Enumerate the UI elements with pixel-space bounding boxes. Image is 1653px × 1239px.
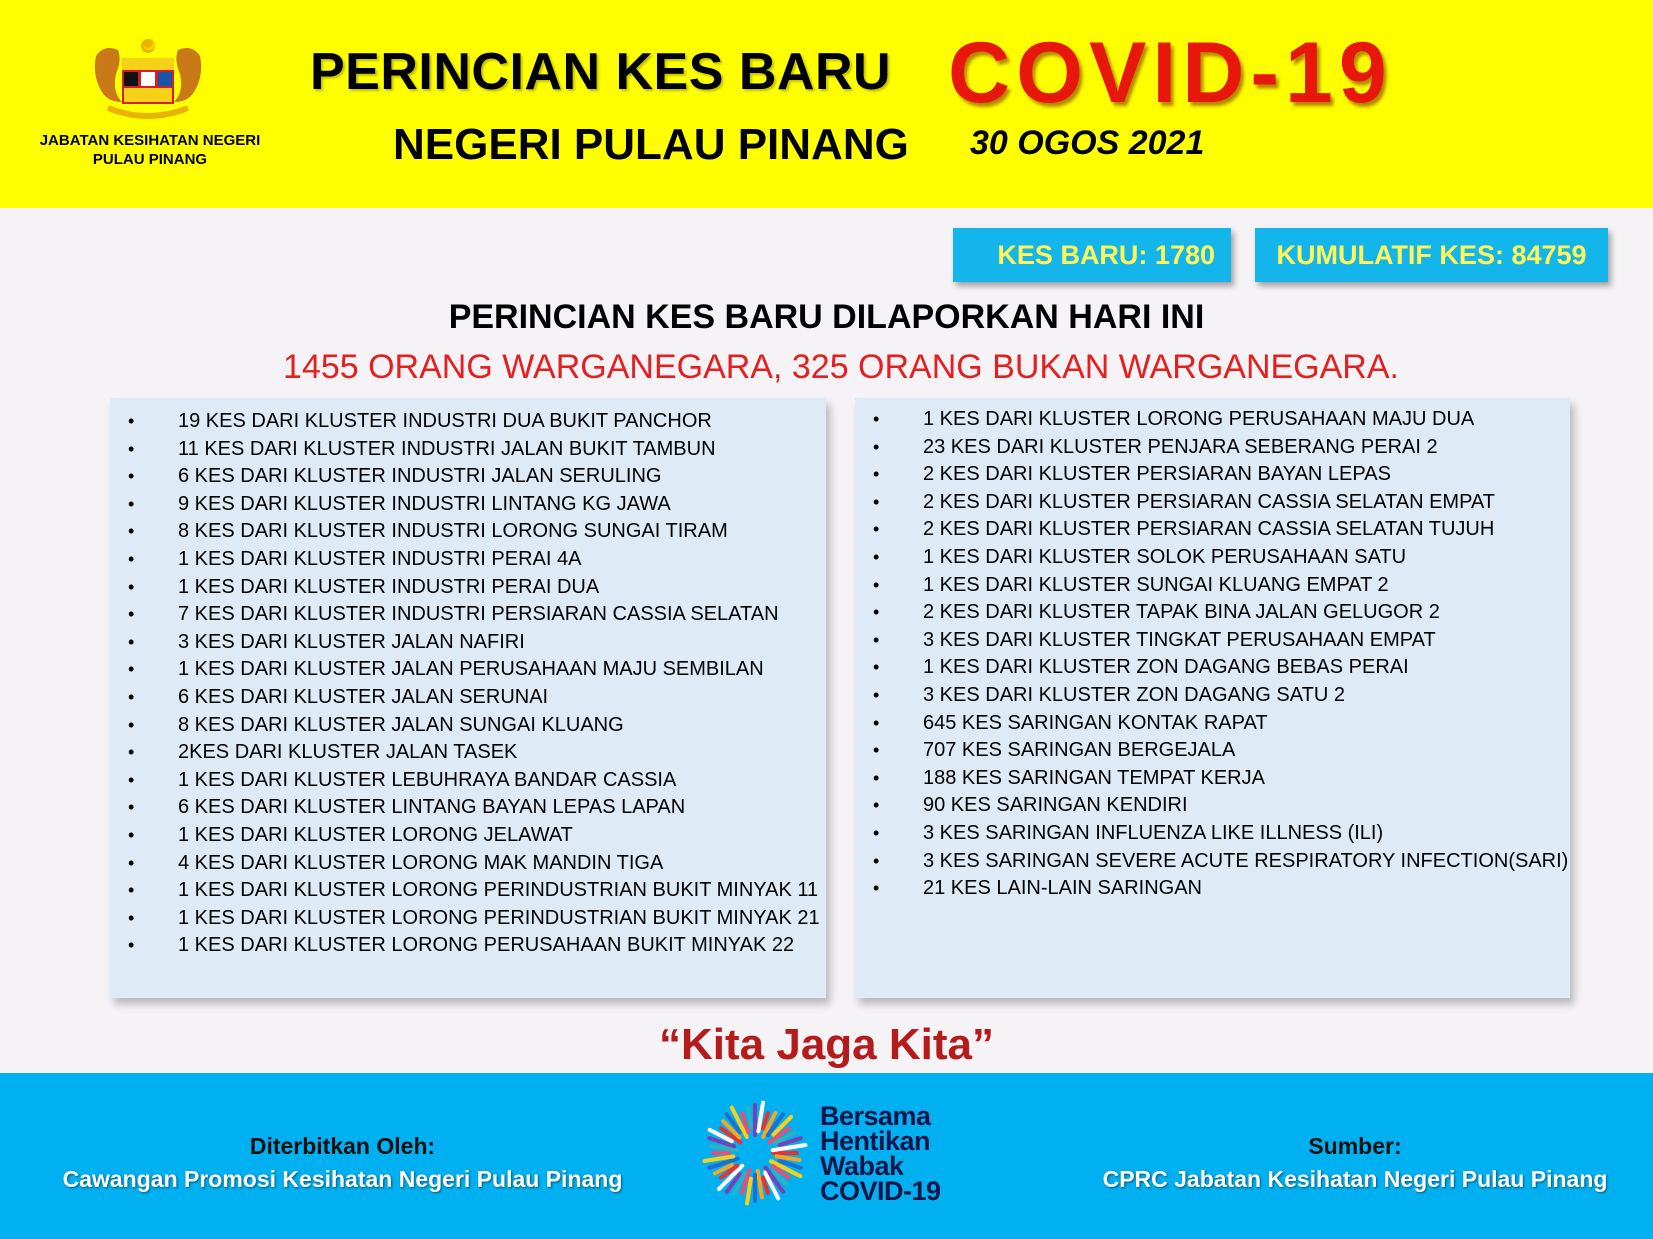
list-item-text: 4 KES DARI KLUSTER LORONG MAK MANDIN TIGA xyxy=(178,851,664,874)
list-item-text: 1 KES DARI KLUSTER SOLOK PERUSAHAAN SATU xyxy=(923,545,1407,568)
bullet-icon: • xyxy=(873,684,880,705)
list-item-text: 7 KES DARI KLUSTER INDUSTRI PERSIARAN CASSIA SELATAN xyxy=(178,603,779,626)
list-item xyxy=(873,682,1568,710)
list-item xyxy=(128,463,820,491)
list-item xyxy=(873,461,1568,489)
bullet-icon: • xyxy=(873,546,880,567)
bullet-icon: • xyxy=(128,521,135,542)
list-item-text: 6 KES DARI KLUSTER JALAN SERUNAI xyxy=(178,685,549,708)
list-item-text: 3 KES DARI KLUSTER TINGKAT PERUSAHAAN EMPAT xyxy=(923,628,1436,651)
list-item xyxy=(128,850,820,878)
list-item-text: 1 KES DARI KLUSTER INDUSTRI PERAI 4A xyxy=(178,547,582,570)
list-item-text: 11 KES DARI KLUSTER INDUSTRI JALAN BUKIT TAMBUN xyxy=(178,437,716,460)
bullet-icon: • xyxy=(873,519,880,540)
list-item xyxy=(128,491,820,519)
list-item-text: 6 KES DARI KLUSTER LINTANG BAYAN LEPAS LAPAN xyxy=(178,796,686,819)
bullet-icon: • xyxy=(128,880,135,901)
title-line2: NEGERI PULAU PINANG xyxy=(393,120,909,169)
bullet-icon: • xyxy=(873,574,880,595)
published-by: Cawangan Promosi Kesihatan Negeri Pulau Pinang xyxy=(62,1166,623,1192)
list-item xyxy=(128,712,820,740)
list-item-text: 3 KES DARI KLUSTER ZON DAGANG SATU 2 xyxy=(923,683,1345,706)
bullet-icon: • xyxy=(128,604,135,625)
list-item-text: 188 KES SARINGAN TEMPAT KERJA xyxy=(923,766,1265,789)
list-item xyxy=(128,408,820,436)
list-item xyxy=(128,518,820,546)
bullet-icon: • xyxy=(873,436,880,457)
title-covid: COVID-19 xyxy=(948,25,1393,121)
list-item xyxy=(873,737,1568,765)
list-item-text: 23 KES DARI KLUSTER PENJARA SEBERANG PERAI 2 xyxy=(923,435,1438,458)
bullet-icon: • xyxy=(873,629,880,650)
published-heading: Diterbitkan Oleh: xyxy=(249,1133,436,1159)
list-item xyxy=(873,710,1568,738)
bullet-icon: • xyxy=(128,852,135,873)
bullet-icon: • xyxy=(128,714,135,735)
bullet-icon: • xyxy=(128,686,135,707)
list-item xyxy=(128,601,820,629)
bullet-icon: • xyxy=(128,466,135,487)
list-item xyxy=(128,794,820,822)
header-banner xyxy=(0,0,1653,208)
list-item-text: 1 KES DARI KLUSTER LORONG JELAWAT xyxy=(178,823,573,846)
list-item xyxy=(873,875,1568,903)
summary-breakdown: 1455 ORANG WARGANEGARA, 325 ORANG BUKAN WARGANEGARA. xyxy=(283,348,1399,386)
list-item xyxy=(128,877,820,905)
bullet-icon: • xyxy=(128,769,135,790)
department-name: JABATAN KESIHATAN NEGERI PULAU PINANG xyxy=(39,132,261,168)
campaign-line1: Bersama xyxy=(820,1101,931,1131)
right-case-list xyxy=(873,406,1569,903)
bullet-icon: • xyxy=(128,576,135,597)
list-item-text: 2KES DARI KLUSTER JALAN TASEK xyxy=(178,741,518,764)
list-item xyxy=(873,544,1568,572)
list-item xyxy=(128,767,820,795)
list-item xyxy=(128,822,820,850)
list-item-text: 21 KES LAIN-LAIN SARINGAN xyxy=(923,877,1202,900)
list-item xyxy=(128,546,820,574)
list-item xyxy=(873,792,1568,820)
bullet-icon: • xyxy=(128,742,135,763)
bullet-icon: • xyxy=(873,822,880,843)
list-item xyxy=(873,434,1568,462)
bullet-icon: • xyxy=(873,795,880,816)
source-text: CPRC Jabatan Kesihatan Negeri Pulau Pinang xyxy=(1102,1166,1608,1192)
list-item xyxy=(873,599,1568,627)
list-item-text: 3 KES DARI KLUSTER JALAN NAFIRI xyxy=(178,630,525,653)
campaign-line3: Wabak xyxy=(820,1151,904,1181)
bullet-icon: • xyxy=(128,659,135,680)
list-item-text: 1 KES DARI KLUSTER JALAN PERUSAHAAN MAJU SEMBILAN xyxy=(178,658,764,681)
list-item xyxy=(128,739,820,767)
bullet-icon: • xyxy=(128,411,135,431)
list-item-text: 707 KES SARINGAN BERGEJALA xyxy=(923,739,1236,762)
list-item-text: 90 KES SARINGAN KENDIRI xyxy=(923,794,1188,817)
bullet-icon: • xyxy=(873,740,880,761)
list-item xyxy=(873,654,1568,682)
list-item-text: 9 KES DARI KLUSTER INDUSTRI LINTANG KG JAWA xyxy=(178,492,671,515)
list-item-text: 6 KES DARI KLUSTER INDUSTRI JALAN SERULING xyxy=(178,465,662,488)
title-line1: PERINCIAN KES BARU xyxy=(310,43,892,101)
list-item xyxy=(128,436,820,464)
bullet-icon: • xyxy=(873,878,880,899)
bullet-icon: • xyxy=(873,850,880,871)
bullet-icon: • xyxy=(128,548,135,569)
list-item xyxy=(873,765,1568,793)
list-item-text: 1 KES DARI KLUSTER SUNGAI KLUANG EMPAT 2 xyxy=(923,573,1389,596)
list-item-text: 2 KES DARI KLUSTER TAPAK BINA JALAN GELUGOR 2 xyxy=(923,601,1440,624)
left-case-list xyxy=(128,408,820,960)
list-item xyxy=(128,629,820,657)
list-item xyxy=(873,406,1568,434)
report-date: 30 OGOS 2021 xyxy=(970,124,1205,162)
summary-heading: PERINCIAN KES BARU DILAPORKAN HARI INI xyxy=(448,298,1205,336)
malaysia-coat-of-arms-icon xyxy=(88,36,208,120)
list-item-text: 19 KES DARI KLUSTER INDUSTRI DUA BUKIT PANCHOR xyxy=(178,410,712,432)
list-item xyxy=(128,905,820,933)
campaign-logo-text xyxy=(820,1101,941,1206)
bullet-icon: • xyxy=(873,409,880,429)
list-item xyxy=(873,572,1568,600)
list-item-text: 1 KES DARI KLUSTER LEBUHRAYA BANDAR CASSIA xyxy=(178,768,677,791)
list-item xyxy=(128,932,820,960)
list-item-text: 1 KES DARI KLUSTER LORONG PERINDUSTRIAN BUKIT MINYAK 11 xyxy=(178,879,819,902)
bullet-icon: • xyxy=(128,797,135,818)
list-item xyxy=(873,489,1568,517)
list-item-text: 2 KES DARI KLUSTER PERSIARAN CASSIA SELATAN EMPAT xyxy=(923,490,1496,513)
list-item xyxy=(873,627,1568,655)
bullet-icon: • xyxy=(128,824,135,845)
bullet-icon: • xyxy=(128,935,135,956)
bullet-icon: • xyxy=(128,907,135,928)
list-item-text: 1 KES DARI KLUSTER ZON DAGANG BEBAS PERAI xyxy=(923,656,1409,679)
list-item-text: 3 KES SARINGAN INFLUENZA LIKE ILLNESS (ILI) xyxy=(923,821,1384,844)
list-item-text: 8 KES DARI KLUSTER JALAN SUNGAI KLUANG xyxy=(178,713,624,736)
bullet-icon: • xyxy=(873,464,880,485)
list-item-text: 1 KES DARI KLUSTER INDUSTRI PERAI DUA xyxy=(178,575,600,598)
list-item xyxy=(128,574,820,602)
list-item-text: 1 KES DARI KLUSTER LORONG PERUSAHAAN MAJU DUA xyxy=(923,408,1475,430)
bullet-icon: • xyxy=(873,657,880,678)
bullet-icon: • xyxy=(128,631,135,652)
cumulative-cases-badge: KUMULATIF KES: 84759 xyxy=(1255,228,1608,282)
list-item-text: 3 KES SARINGAN SEVERE ACUTE RESPIRATORY INFECTION(SARI) xyxy=(923,849,1569,872)
bullet-icon: • xyxy=(873,602,880,623)
motto: “Kita Jaga Kita” xyxy=(659,1020,994,1069)
list-item-text: 1 KES DARI KLUSTER LORONG PERINDUSTRIAN BUKIT MINYAK 21 xyxy=(178,906,820,929)
list-item xyxy=(128,684,820,712)
campaign-line2: Hentikan xyxy=(820,1126,931,1156)
list-item-text: 2 KES DARI KLUSTER PERSIARAN CASSIA SELATAN TUJUH xyxy=(923,518,1495,541)
list-item-text: 2 KES DARI KLUSTER PERSIARAN BAYAN LEPAS xyxy=(923,463,1391,486)
campaign-line4: COVID-19 xyxy=(820,1176,941,1206)
list-item xyxy=(128,656,820,684)
list-item xyxy=(873,516,1568,544)
list-item-text: 1 KES DARI KLUSTER LORONG PERUSAHAAN BUKIT MINYAK 22 xyxy=(178,934,795,957)
bersama-hentikan-wabak-sunburst-icon xyxy=(700,1098,810,1208)
source-heading: Sumber: xyxy=(1308,1133,1402,1159)
list-item xyxy=(873,848,1569,876)
bullet-icon: • xyxy=(873,491,880,512)
bullet-icon: • xyxy=(873,767,880,788)
list-item-text: 8 KES DARI KLUSTER INDUSTRI LORONG SUNGAI TIRAM xyxy=(178,520,728,543)
bullet-icon: • xyxy=(128,438,135,459)
bullet-icon: • xyxy=(128,493,135,514)
list-item-text: 645 KES SARINGAN KONTAK RAPAT xyxy=(923,711,1268,734)
list-item xyxy=(873,820,1568,848)
new-cases-badge: KES BARU: 1780 xyxy=(953,228,1231,282)
bullet-icon: • xyxy=(873,712,880,733)
